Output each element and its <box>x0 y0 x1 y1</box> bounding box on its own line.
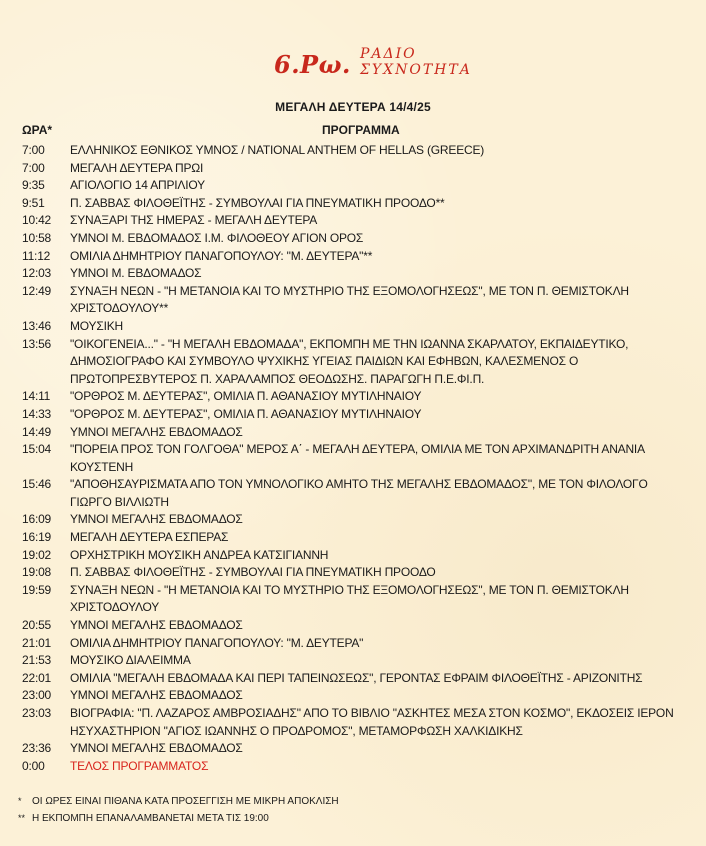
program-line: "ΠΟΡΕΙΑ ΠΡΟΣ ΤΟΝ ΓΟΛΓΟΘΑ" ΜΕΡΟΣ Α΄ - ΜΕΓΑΛΗ ΔΕΥΤΕΡΑ, ΟΜΙΛΙΑ ΜΕ ΤΟΝ ΑΡΧΙΜΑΝΔΡΙΤΗ ΑΝΑΝΙΑ <box>70 442 645 457</box>
schedule-time: 12:49 <box>22 283 52 298</box>
program-line: ΥΜΝΟΙ Μ. ΕΒΔΟΜΑΔΟΣ <box>70 266 202 281</box>
program-line: ΥΜΝΟΙ ΜΕΓΑΛΗΣ ΕΒΔΟΜΑΔΟΣ <box>70 688 243 703</box>
schedule-time: 19:02 <box>22 547 52 562</box>
program-line: ΒΙΟΓΡΑΦΙΑ: "Π. ΛΑΖΑΡΟΣ ΑΜΒΡΟΣΙΑΔΗΣ" ΑΠΟ ΤΟ ΒΙΒΛΙΟ "ΑΣΚΗΤΕΣ ΜΕΣΑ ΣΤΟΝ ΚΟΣΜΟ", ΕΚΔΟΣΕΙΣ ΙΕΡΟΝ <box>70 706 674 720</box>
schedule-row <box>22 547 682 565</box>
schedule-program <box>70 652 682 670</box>
schedule-program <box>70 582 682 617</box>
schedule-program <box>70 160 682 178</box>
schedule-time: 9:35 <box>22 178 45 193</box>
logo-line-1: ΡΑΔΙΟ <box>360 46 417 62</box>
schedule-time: 12:03 <box>22 266 52 281</box>
schedule-program <box>70 265 682 283</box>
schedule-time: 23:00 <box>22 688 52 703</box>
schedule-row <box>22 564 682 582</box>
schedule-row <box>22 265 682 283</box>
program-line: ΟΡΧΗΣΤΡΙΚΗ ΜΟΥΣΙΚΗ ΑΝΔΡΕΑ ΚΑΤΣΙΓΙΑΝΝΗ <box>70 547 329 562</box>
schedule-program <box>70 195 682 213</box>
schedule-time: 23:03 <box>22 706 52 720</box>
schedule-row <box>22 670 682 688</box>
schedule-row <box>22 160 682 178</box>
schedule-row <box>22 318 682 336</box>
schedule-row <box>22 424 682 442</box>
program-line: "ΟΙΚΟΓΕΝΕΙΑ..." - "Η ΜΕΓΑΛΗ ΕΒΔΟΜΑΔΑ", ΕΚΠΟΜΠΗ ΜΕ ΤΗΝ ΙΩΑΝΝΑ ΣΚΑΡΛΑΤΟΥ, ΕΚΠΑΙΔΕΥΤΙΚΟ, <box>70 336 629 351</box>
schedule-row <box>22 476 682 511</box>
program-line: ΣΥΝΑΞΑΡΙ ΤΗΣ ΗΜΕΡΑΣ - ΜΕΓΑΛΗ ΔΕΥΤΕΡΑ <box>70 213 318 228</box>
program-line: ΧΡΙΣΤΟΔΟΥΛΟΥ** <box>70 301 169 316</box>
schedule-program <box>70 336 682 389</box>
schedule-time: 16:19 <box>22 530 52 545</box>
schedule-time: 7:00 <box>22 160 45 175</box>
logo-radio-text <box>360 46 472 78</box>
logo-line-2: ΣΥΧΝΟΤΗΤΑ <box>360 62 472 78</box>
program-line: ΧΡΙΣΤΟΔΟΥΛΟΥ <box>70 600 160 615</box>
schedule-row <box>22 740 682 758</box>
schedule-program <box>70 177 682 195</box>
program-line: ΥΜΝΟΙ ΜΕΓΑΛΗΣ ΕΒΔΟΜΑΔΟΣ <box>70 741 243 756</box>
schedule-table <box>22 142 682 775</box>
program-line: ΟΜΙΛΙΑ ΔΗΜΗΤΡΙΟΥ ΠΑΝΑΓΟΠΟΥΛΟΥ: "Μ. ΔΕΥΤΕΡΑ" <box>70 635 364 650</box>
logo-brand: 6.Ρω. <box>274 50 351 79</box>
schedule-time: 13:56 <box>22 336 52 351</box>
schedule-program <box>70 617 682 635</box>
schedule-row <box>22 705 682 740</box>
column-header-program: ΠΡΟΓΡΑΜΜΑ <box>322 123 400 137</box>
schedule-time: 22:01 <box>22 670 52 685</box>
schedule-row <box>22 511 682 529</box>
program-line: ΟΜΙΛΙΑ "ΜΕΓΑΛΗ ΕΒΔΟΜΑΔΑ ΚΑΙ ΠΕΡΙ ΤΑΠΕΙΝΩΣΕΩΣ", ΓΕΡΟΝΤΑΣ ΕΦΡΑΙΜ ΦΙΛΟΘΕΪΤΗΣ - ΑΡΙΖΟΝΙΤΗΣ <box>70 670 643 685</box>
program-line: "ΟΡΘΡΟΣ Μ. ΔΕΥΤΕΡΑΣ", ΟΜΙΛΙΑ Π. ΑΘΑΝΑΣΙΟΥ ΜΥΤΙΛΗΝΑΙΟΥ <box>70 389 422 404</box>
footnotes <box>18 793 339 827</box>
program-line: ΤΕΛΟΣ ΠΡΟΓΡΑΜΜΑΤΟΣ <box>70 758 209 773</box>
schedule-program <box>70 406 682 424</box>
schedule-program <box>70 318 682 336</box>
schedule-row <box>22 177 682 195</box>
schedule-time: 20:55 <box>22 618 52 633</box>
footnote <box>18 810 339 827</box>
schedule-time: 14:49 <box>22 424 52 439</box>
program-line: ΗΣΥΧΑΣΤΗΡΙΟΝ "ΑΓΙΟΣ ΙΩΑΝΝΗΣ Ο ΠΡΟΔΡΟΜΟΣ", ΜΕΤΑΜΟΡΦΩΣΗ ΧΑΛΚΙΔΙΚΗΣ <box>70 723 523 738</box>
schedule-program <box>70 740 682 758</box>
schedule-time: 7:00 <box>22 143 45 157</box>
program-line: ΓΙΩΡΓΟ ΒΙΛΛΙΩΤΗ <box>70 494 169 509</box>
program-line: ΣΥΝΑΞΗ ΝΕΩΝ - "Η ΜΕΤΑΝΟΙΑ ΚΑΙ ΤΟ ΜΥΣΤΗΡΙΟ ΤΗΣ ΕΞΟΜΟΛΟΓΗΣΕΩΣ", ΜΕ ΤΟΝ Π. ΘΕΜΙΣΤΟΚΛΗ <box>70 283 629 298</box>
program-line: Π. ΣΑΒΒΑΣ ΦΙΛΟΘΕΪΤΗΣ - ΣΥΜΒΟΥΛΑΙ ΓΙΑ ΠΝΕΥΜΑΤΙΚΗ ΠΡΟΟΔΟ <box>70 565 436 580</box>
schedule-program <box>70 230 682 248</box>
schedule-row <box>22 617 682 635</box>
program-line: ΥΜΝΟΙ Μ. ΕΒΔΟΜΑΔΟΣ Ι.Μ. ΦΙΛΟΘΕΟΥ ΑΓΙΟΝ ΟΡΟΣ <box>70 230 364 245</box>
schedule-program <box>70 547 682 565</box>
schedule-time: 19:59 <box>22 582 52 597</box>
schedule-time: 9:51 <box>22 195 45 210</box>
station-logo <box>274 44 474 88</box>
footnote-marker: ** <box>18 813 26 823</box>
footnote-text: ΟΙ ΩΡΕΣ ΕΙΝΑΙ ΠΙΘΑΝΑ ΚΑΤΑ ΠΡΟΣΕΓΓΙΣΗ ΜΕ ΜΙΚΡΗ ΑΠΟΚΛΙΣΗ <box>32 796 339 807</box>
schedule-row <box>22 652 682 670</box>
footnote <box>18 793 339 810</box>
schedule-row <box>22 248 682 266</box>
schedule-program <box>70 441 682 476</box>
schedule-program <box>70 687 682 705</box>
schedule-time: 14:33 <box>22 406 52 421</box>
program-line: ΜΕΓΑΛΗ ΔΕΥΤΕΡΑ ΠΡΩΙ <box>70 160 204 175</box>
schedule-row <box>22 388 682 406</box>
schedule-program <box>70 248 682 266</box>
schedule-row <box>22 635 682 653</box>
program-line: ΜΕΓΑΛΗ ΔΕΥΤΕΡΑ ΕΣΠΕΡΑΣ <box>70 530 229 545</box>
program-line: ΠΡΩΤΟΠΡΕΣΒΥΤΕΡΟΣ Π. ΧΑΡΑΛΑΜΠΟΣ ΘΕΟΔΩΣΗΣ. ΠΑΡΑΓΩΓΗ Π.Ε.ΦΙ.Π. <box>70 371 485 386</box>
schedule-row <box>22 230 682 248</box>
schedule-row <box>22 441 682 476</box>
program-line: ΜΟΥΣΙΚΗ <box>70 318 123 333</box>
footnote-marker: * <box>18 796 22 806</box>
schedule-time: 11:12 <box>22 248 51 263</box>
schedule-program <box>70 142 682 160</box>
schedule-program <box>70 476 682 511</box>
schedule-program <box>70 511 682 529</box>
program-line: ΣΥΝΑΞΗ ΝΕΩΝ - "Η ΜΕΤΑΝΟΙΑ ΚΑΙ ΤΟ ΜΥΣΤΗΡΙΟ ΤΗΣ ΕΞΟΜΟΛΟΓΗΣΕΩΣ", ΜΕ ΤΟΝ Π. ΘΕΜΙΣΤΟΚΛΗ <box>70 582 629 597</box>
schedule-time: 0:00 <box>22 758 45 773</box>
schedule-time: 10:58 <box>22 230 52 245</box>
schedule-program <box>70 212 682 230</box>
schedule-time: 13:46 <box>22 318 52 333</box>
program-line: ΔΗΜΟΣΙΟΓΡΑΦΟ ΚΑΙ ΣΥΜΒΟΥΛΟ ΨΥΧΙΚΗΣ ΥΓΕΙΑΣ ΠΑΙΔΙΩΝ ΚΑΙ ΕΦΗΒΩΝ, ΚΑΛΕΣΜΕΝΟΣ Ο <box>70 354 579 369</box>
schedule-time: 16:09 <box>22 512 52 527</box>
schedule-program <box>70 529 682 547</box>
program-line: ΜΟΥΣΙΚΟ ΔΙΑΛΕΙΜΜΑ <box>70 653 191 668</box>
schedule-row <box>22 283 682 318</box>
schedule-row <box>22 582 682 617</box>
schedule-program <box>70 424 682 442</box>
schedule-time: 23:36 <box>22 741 52 756</box>
schedule-time: 15:46 <box>22 477 52 492</box>
schedule-program <box>70 283 682 318</box>
schedule-row <box>22 758 682 776</box>
program-line: ΥΜΝΟΙ ΜΕΓΑΛΗΣ ΕΒΔΟΜΑΔΟΣ <box>70 424 243 439</box>
schedule-time: 19:08 <box>22 565 52 580</box>
schedule-row <box>22 142 682 160</box>
footnote-text: Η ΕΚΠΟΜΠΗ ΕΠΑΝΑΛΑΜΒΑΝΕΤΑΙ ΜΕΤΑ ΤΙΣ 19:00 <box>32 813 269 824</box>
schedule-program <box>70 705 682 740</box>
program-line: ΑΓΙΟΛΟΓΙΟ 14 ΑΠΡΙΛΙΟΥ <box>70 178 205 193</box>
program-line: ΟΜΙΛΙΑ ΔΗΜΗΤΡΙΟΥ ΠΑΝΑΓΟΠΟΥΛΟΥ: "Μ. ΔΕΥΤΕΡΑ"** <box>70 248 373 263</box>
schedule-time: 14:11 <box>22 389 51 404</box>
schedule-program <box>70 635 682 653</box>
column-header-time: ΩΡΑ* <box>22 123 53 137</box>
schedule-row <box>22 195 682 213</box>
schedule-row <box>22 212 682 230</box>
program-line: "ΟΡΘΡΟΣ Μ. ΔΕΥΤΕΡΑΣ", ΟΜΙΛΙΑ Π. ΑΘΑΝΑΣΙΟΥ ΜΥΤΙΛΗΝΑΙΟΥ <box>70 406 422 421</box>
program-line: ΚΟΥΣΤΕΝΗ <box>70 459 134 474</box>
schedule-time: 10:42 <box>22 213 52 228</box>
schedule-program <box>70 564 682 582</box>
schedule-program <box>70 670 682 688</box>
schedule-program <box>70 758 682 776</box>
schedule-row <box>22 406 682 424</box>
schedule-time: 15:04 <box>22 442 52 457</box>
schedule-time: 21:01 <box>22 635 52 650</box>
schedule-time: 21:53 <box>22 653 52 668</box>
schedule-program <box>70 388 682 406</box>
schedule-row <box>22 687 682 705</box>
page-title: ΜΕΓΑΛΗ ΔΕΥΤΕΡΑ 14/4/25 <box>275 100 431 114</box>
schedule-row <box>22 336 682 389</box>
program-line: ΥΜΝΟΙ ΜΕΓΑΛΗΣ ΕΒΔΟΜΑΔΟΣ <box>70 512 243 527</box>
program-line: "ΑΠΟΘΗΣΑΥΡΙΣΜΑΤΑ ΑΠΟ ΤΟΝ ΥΜΝΟΛΟΓΙΚΟ ΑΜΗΤΟ ΤΗΣ ΜΕΓΑΛΗΣ ΕΒΔΟΜΑΔΟΣ", ΜΕ ΤΟΝ ΦΙΛΟΛΟΓΟ <box>70 477 648 492</box>
schedule-row <box>22 529 682 547</box>
program-line: Π. ΣΑΒΒΑΣ ΦΙΛΟΘΕΪΤΗΣ - ΣΥΜΒΟΥΛΑΙ ΓΙΑ ΠΝΕΥΜΑΤΙΚΗ ΠΡΟΟΔΟ** <box>70 195 445 210</box>
program-line: ΥΜΝΟΙ ΜΕΓΑΛΗΣ ΕΒΔΟΜΑΔΟΣ <box>70 618 243 633</box>
program-line: ΕΛΛΗΝΙΚΟΣ ΕΘΝΙΚΟΣ ΥΜΝΟΣ / NATIONAL ANTHEM OF HELLAS (GREECE) <box>70 143 485 157</box>
